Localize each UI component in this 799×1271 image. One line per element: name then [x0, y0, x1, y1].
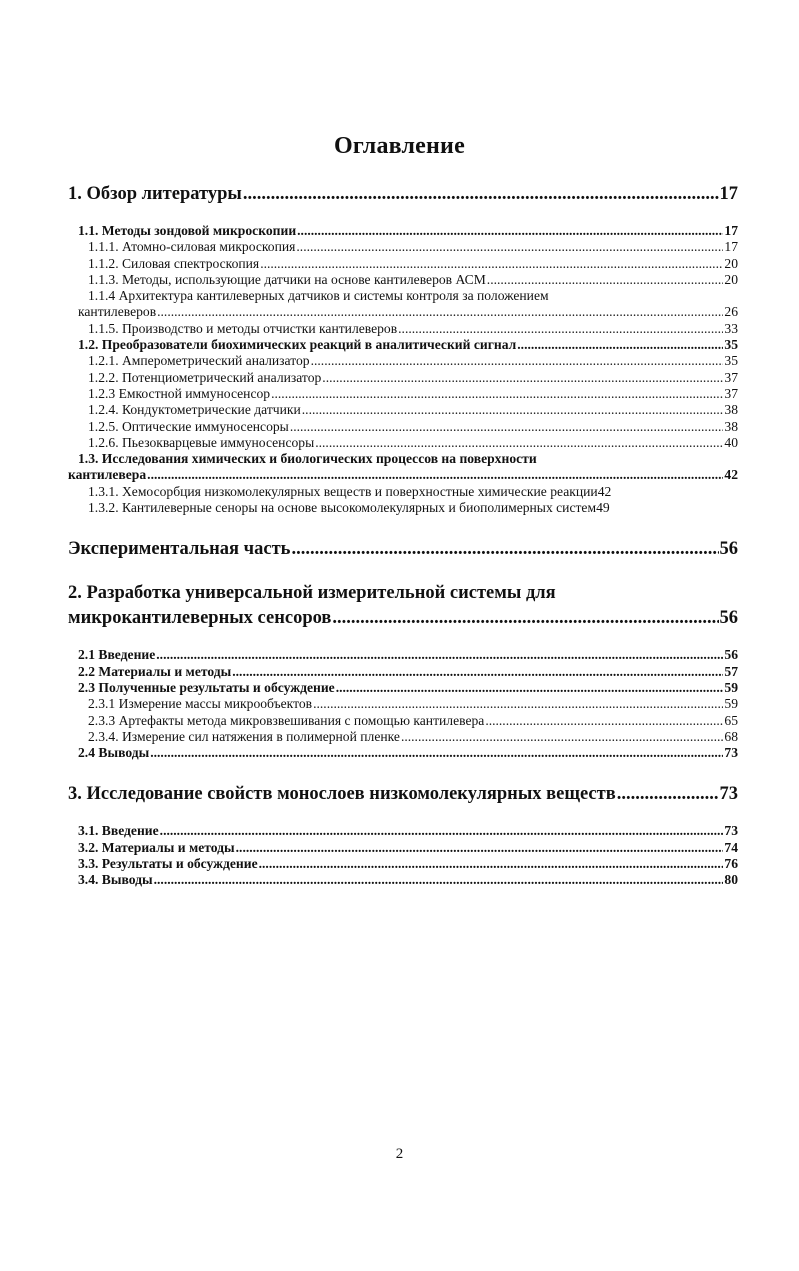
- toc-entry-page: 33: [724, 320, 738, 336]
- toc-entry-page: 74: [724, 839, 738, 855]
- toc-entry-page: 56: [724, 647, 738, 663]
- toc-entry-2-2[interactable]: [68, 664, 738, 680]
- dot-leader: [160, 823, 724, 839]
- toc-entry-label: Экспериментальная часть: [68, 539, 291, 560]
- toc-entry-2-1[interactable]: [68, 647, 738, 663]
- toc-entry-label-line1: 1.3. Исследования химических и биологических процессов на поверхности: [78, 451, 537, 467]
- toc-entry-page: 38: [724, 402, 738, 418]
- toc-entry-label-line2: кантилеверов: [78, 304, 157, 320]
- toc-entry-label: 1.2.4. Кондуктометрические датчики: [88, 402, 301, 418]
- toc-entry-page: 59: [724, 679, 738, 695]
- toc-entry-1-2-2[interactable]: [68, 370, 738, 386]
- toc-entry-label: 1.2.2. Потенциометрический анализатор: [88, 369, 322, 385]
- dot-leader: [243, 183, 719, 205]
- toc-entry-1-2-6[interactable]: [68, 435, 738, 451]
- toc-entry-page: 68: [724, 728, 738, 744]
- toc-entry-1-1-4[interactable]: [68, 288, 738, 321]
- toc-entry-page: 17: [724, 239, 738, 255]
- dot-leader: [487, 272, 724, 288]
- toc-entry-page: 17: [724, 223, 738, 238]
- toc-entry-chapter-1[interactable]: [68, 183, 738, 205]
- toc-entry-3-1[interactable]: [68, 823, 738, 839]
- toc-entry-page: 42: [597, 483, 612, 499]
- toc-entry-page: 73: [724, 745, 738, 761]
- dot-leader: [156, 647, 723, 663]
- dot-leader: [332, 607, 718, 629]
- toc-entry-label: 3.3. Результаты и обсуждение: [78, 856, 258, 872]
- toc-entry-label-line1: 1.1.4 Архитектура кантилеверных датчиков и системы контроля за положением: [88, 288, 549, 304]
- toc-entry-page: 26: [724, 304, 738, 320]
- dot-leader: [336, 680, 724, 696]
- toc-entry-page: 35: [724, 337, 738, 353]
- toc-entry-label: 1.1.3. Методы, использующие датчики на основе кантилеверов АСМ: [88, 271, 486, 287]
- dot-leader: [236, 840, 724, 856]
- dot-leader: [322, 370, 723, 386]
- toc-entry-label-line2: микрокантилеверных сенсоров: [68, 608, 332, 629]
- dot-leader: [302, 402, 724, 418]
- toc-entry-label: 1.2.1. Амперометрический анализатор: [88, 353, 310, 369]
- toc-entry-label: 1.2.6. Пьезокварцевые иммуносенсоры: [88, 434, 315, 450]
- toc-entry-page: 35: [724, 353, 738, 369]
- toc-entry-page: 42: [724, 467, 738, 483]
- dot-leader: [147, 467, 723, 483]
- toc-entry-1-1[interactable]: [68, 223, 738, 239]
- toc-entry-chapter-2[interactable]: [68, 582, 738, 629]
- toc-entry-chapter-3[interactable]: [68, 783, 738, 805]
- toc-entry-1-2-5[interactable]: [68, 419, 738, 435]
- toc-entry-3-3[interactable]: [68, 856, 738, 872]
- toc-entry-label: 2.3.1 Измерение массы микрообъектов: [88, 696, 313, 712]
- toc-entry-1-1-3[interactable]: [68, 272, 738, 288]
- toc-entry-label: 1.1.5. Производство и методы отчистки кантилеверов: [88, 320, 398, 336]
- dot-leader: [313, 696, 723, 712]
- toc-entry-2-4[interactable]: [68, 745, 738, 761]
- toc-entry-page: 56: [719, 539, 738, 560]
- toc-entry-label: 1.2.3 Емкостной иммуносенсор: [88, 385, 271, 401]
- toc-entry-label: 3.1. Введение: [78, 823, 159, 839]
- toc-entry-page: 40: [724, 434, 738, 450]
- toc-entry-label: 3.4. Выводы: [78, 872, 153, 888]
- toc-entry-page: 20: [724, 271, 738, 287]
- toc-entry-1-2-4[interactable]: [68, 402, 738, 418]
- dot-leader: [401, 729, 723, 745]
- toc-entry-label: 2.4 Выводы: [78, 745, 150, 761]
- toc-entry-page: 76: [724, 856, 738, 872]
- page-number: 2: [395, 1146, 404, 1162]
- toc-entry-1-1-1[interactable]: [68, 239, 738, 255]
- dot-leader: [311, 353, 724, 369]
- dot-leader: [259, 856, 724, 872]
- dot-leader: [154, 872, 724, 888]
- toc-entry-label: 2.3.3 Артефакты метода микровзвешивания с помощью кантилевера: [88, 712, 485, 728]
- toc-entry-1-3-1[interactable]: [68, 484, 738, 500]
- toc-entry-label: 2.2 Материалы и методы: [78, 663, 232, 679]
- table-of-contents: [68, 183, 738, 889]
- toc-entry-page: 73: [719, 784, 738, 805]
- dot-leader: [291, 538, 718, 560]
- dot-leader: [485, 713, 723, 729]
- toc-entry-1-2-1[interactable]: [68, 353, 738, 369]
- toc-entry-label: 1.2. Преобразователи биохимических реакций в аналитический сигнал: [78, 337, 517, 353]
- toc-entry-2-3-3[interactable]: [68, 713, 738, 729]
- toc-entry-label-line2: кантилевера: [68, 467, 147, 483]
- toc-entry-label: 1.3.2. Кантилеверные сеноры на основе высокомолекулярных и биополимерных систем: [88, 500, 597, 516]
- toc-entry-label: 1.3.1. Хемосорбция низкомолекулярных веществ и поверхностные химические реакции: [88, 483, 598, 499]
- toc-entry-page: 59: [724, 696, 738, 712]
- toc-entry-2-3[interactable]: [68, 680, 738, 696]
- toc-entry-2-3-1[interactable]: [68, 696, 738, 712]
- dot-leader: [297, 223, 723, 239]
- toc-entry-label: 1. Обзор литературы: [68, 184, 242, 204]
- toc-entry-page: 37: [724, 385, 738, 401]
- toc-entry-page: 80: [724, 872, 738, 888]
- toc-entry-page: 38: [724, 418, 738, 434]
- dot-leader: [617, 783, 719, 805]
- toc-entry-label: 3.2. Материалы и методы: [78, 839, 235, 855]
- toc-entry-1-2[interactable]: [68, 337, 738, 353]
- toc-entry-page: 49: [596, 500, 610, 516]
- toc-entry-label: 2.3 Полученные результаты и обсуждение: [78, 679, 335, 695]
- dot-leader: [290, 419, 724, 435]
- dot-leader: [157, 304, 723, 320]
- dot-leader: [260, 256, 723, 272]
- toc-entry-3-4[interactable]: [68, 872, 738, 888]
- toc-entry-label: 1.1. Методы зондовой микроскопии: [78, 223, 297, 238]
- toc-entry-page: 57: [724, 663, 738, 679]
- toc-entry-1-1-5[interactable]: [68, 321, 738, 337]
- dot-leader: [517, 337, 723, 353]
- toc-entry-1-3[interactable]: [68, 451, 738, 484]
- toc-entry-label: 1.2.5. Оптические иммуносенсоры: [88, 418, 289, 434]
- toc-entry-label-line1: 2. Разработка универсальной измерительной системы для: [68, 583, 556, 604]
- toc-entry-3-2[interactable]: [68, 840, 738, 856]
- toc-entry-1-1-2[interactable]: [68, 256, 738, 272]
- toc-entry-page: 17: [719, 184, 738, 204]
- toc-entry-1-3-2[interactable]: [68, 500, 738, 516]
- toc-entry-experimental-part[interactable]: [68, 538, 738, 560]
- toc-entry-page: 37: [724, 369, 738, 385]
- toc-entry-page: 65: [724, 712, 738, 728]
- dot-leader: [315, 435, 723, 451]
- page-title: Оглавление: [334, 133, 465, 159]
- dot-leader: [296, 239, 723, 255]
- toc-entry-page: 73: [724, 823, 738, 839]
- dot-leader: [232, 664, 723, 680]
- dot-leader: [150, 745, 723, 761]
- toc-entry-label: 1.1.2. Силовая спектроскопия: [88, 255, 260, 271]
- toc-entry-label: 2.3.4. Измерение сил натяжения в полимерной пленке: [88, 728, 400, 744]
- toc-entry-label: 2.1 Введение: [78, 647, 156, 663]
- toc-entry-1-2-3[interactable]: [68, 386, 738, 402]
- dot-leader: [398, 321, 723, 337]
- toc-entry-label: 1.1.1. Атомно-силовая микроскопия: [88, 239, 296, 255]
- toc-entry-page: 20: [724, 255, 738, 271]
- toc-entry-label: 3. Исследование свойств монослоев низкомолекулярных веществ: [68, 784, 616, 805]
- toc-entry-2-3-4[interactable]: [68, 729, 738, 745]
- toc-entry-page: 56: [719, 608, 738, 629]
- dot-leader: [271, 386, 723, 402]
